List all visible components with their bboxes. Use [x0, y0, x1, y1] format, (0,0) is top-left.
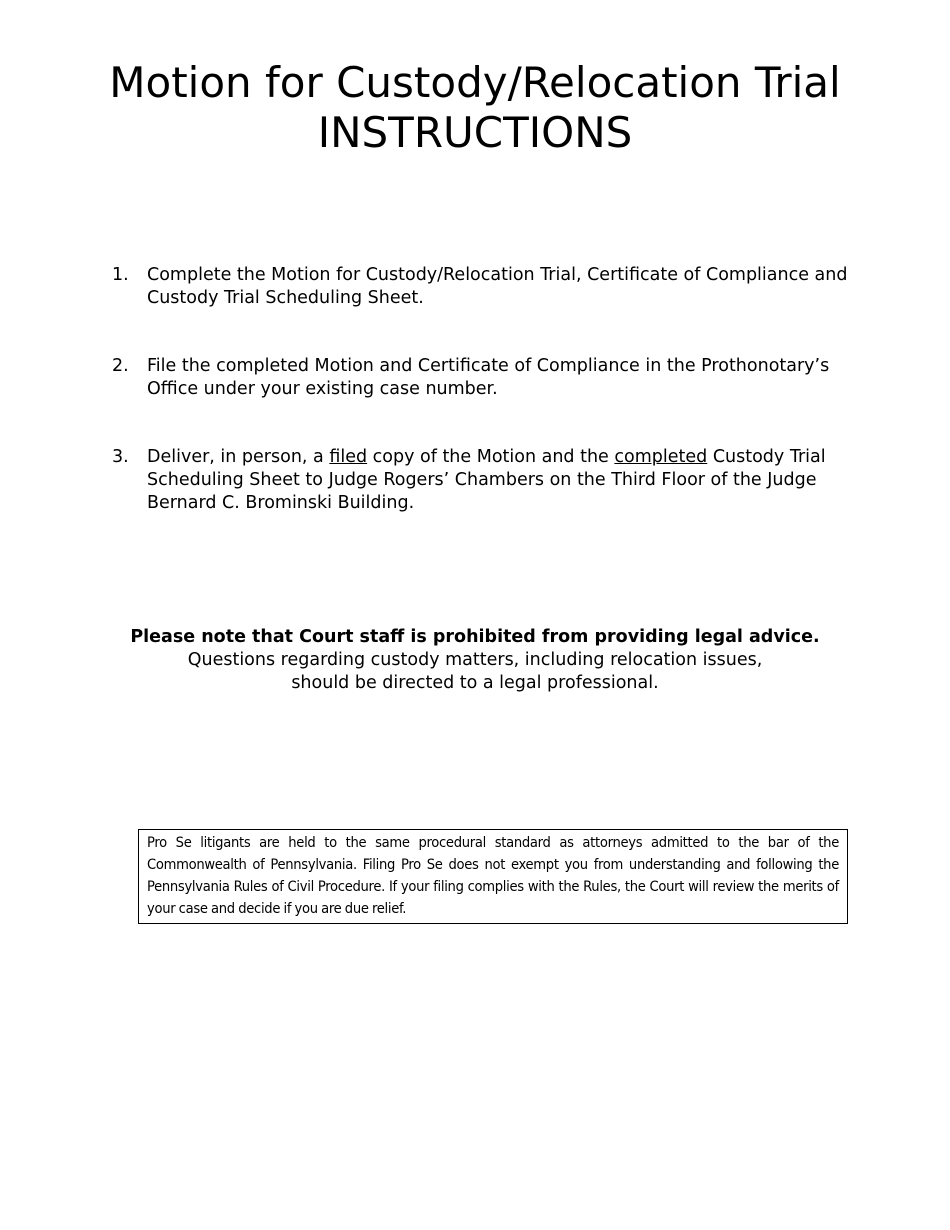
notice-line: should be directed to a legal professional.: [291, 673, 659, 693]
instruction-step-2: [112, 355, 852, 401]
step-text-part: Deliver, in person, a: [147, 447, 330, 467]
step-number: 1.: [112, 265, 129, 285]
step-text: Complete the Motion for Custody/Relocation Trial, Certificate of Compliance and Custody Trial Scheduling Sheet.: [147, 265, 848, 308]
step-text: File the completed Motion and Certificate of Compliance in the Prothonotary’s Office under your existing case number.: [147, 356, 830, 399]
step-number: 3.: [112, 447, 129, 467]
legal-advice-notice: [0, 626, 950, 695]
underlined-word-filed: filed: [329, 447, 368, 467]
underlined-word-completed: completed: [614, 447, 708, 467]
instruction-list: [112, 264, 852, 515]
document-subtitle: INSTRUCTIONS: [317, 108, 633, 157]
instruction-step-3: [112, 446, 852, 515]
instruction-step-1: [112, 264, 852, 310]
step-text-part: Custody Trial Scheduling Sheet to Judge Rogers’ Chambers on the Third Floor of the Judge Bernard C. Brominski Building.: [147, 447, 826, 513]
pro-se-disclaimer-text: Pro Se litigants are held to the same procedural standard as attorneys admitted to the bar of the Commonwealth of Pennsylvania. Filing Pro Se does not exempt you from understanding and following the Pennsylvania Rules of Civil Procedure. If your filing complies with the Rules, the Court will review the merits of your case and decide if you are due relief.: [147, 834, 839, 917]
notice-line: Questions regarding custody matters, including relocation issues,: [187, 650, 763, 670]
document-header: [0, 58, 950, 158]
pro-se-disclaimer-box: [138, 829, 848, 924]
document-title: Motion for Custody/Relocation Trial: [109, 58, 841, 107]
step-number: 2.: [112, 356, 129, 376]
notice-bold-line: Please note that Court staff is prohibited from providing legal advice.: [130, 627, 820, 647]
step-text-part: copy of the Motion and the: [367, 447, 615, 467]
